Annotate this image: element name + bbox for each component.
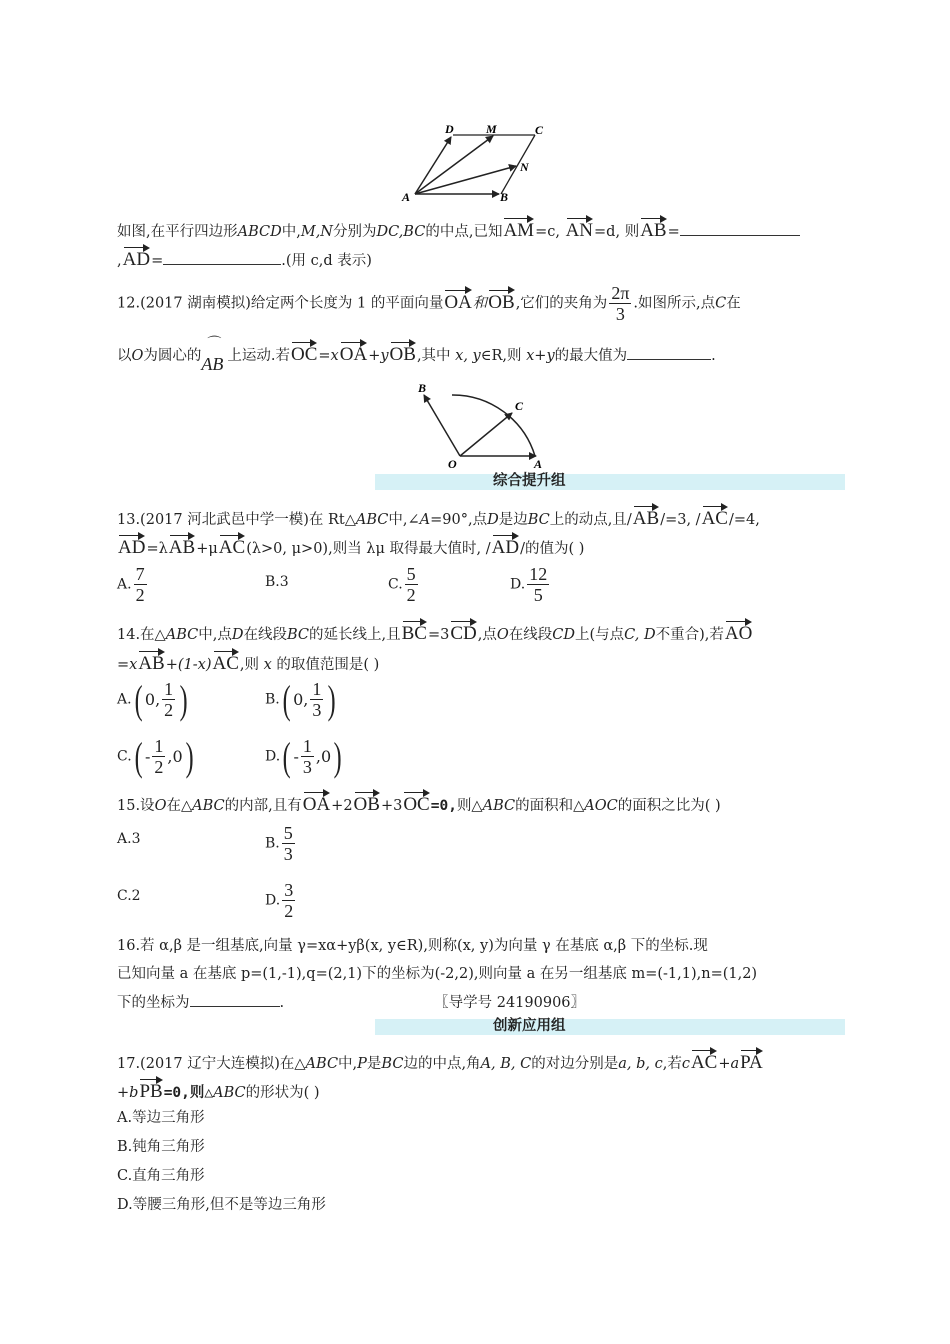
q14-line2: =xAB+(1-x)AC,则 x 的取值范围是( ) bbox=[117, 647, 379, 677]
q13-option-d[interactable]: D. $\frac{12}{5}$ bbox=[510, 564, 548, 605]
vector-ac-2: AC bbox=[219, 531, 245, 557]
q15-option-b[interactable]: B. $\frac{5}{3}$ bbox=[265, 823, 293, 864]
q16-line1: 16.若 α,β 是一组基底,向量 γ=xα+yβ(x, y∈R),则称(x, y)为向量 γ 在基底 α,β 下的坐标.现 bbox=[117, 938, 708, 954]
vector-oc: OC bbox=[403, 788, 429, 814]
sector-figure bbox=[410, 380, 550, 472]
q13-option-c[interactable]: C. $\frac{5}{2}$ bbox=[388, 564, 416, 605]
label-a: A bbox=[534, 457, 543, 471]
section-title-1: 综合提升组 bbox=[493, 473, 566, 489]
label-d: D bbox=[445, 122, 454, 136]
parallelogram-figure bbox=[395, 122, 555, 204]
vector-oa: OA bbox=[303, 788, 330, 814]
q15-option-c[interactable]: C.2 bbox=[117, 888, 141, 904]
vector-ob: OB bbox=[488, 286, 514, 312]
vector-pb: PB bbox=[139, 1075, 162, 1101]
q14-option-a[interactable]: A.( 0, $\frac{1}{2}$ ) bbox=[117, 677, 188, 722]
vector-ob-2: OB bbox=[390, 338, 416, 364]
vector-oa: OA bbox=[444, 286, 471, 312]
label-c: C bbox=[515, 399, 524, 413]
q17-option-a[interactable]: A.等边三角形 bbox=[117, 1110, 205, 1126]
section-bar-1 bbox=[375, 474, 845, 490]
q17-option-d[interactable]: D.等腰三角形,但不是等边三角形 bbox=[117, 1197, 326, 1213]
vector-ad-2: AD bbox=[492, 531, 519, 557]
q14-option-b[interactable]: B.( 0, $\frac{1}{3}$ ) bbox=[265, 677, 337, 722]
vector-cd: CD bbox=[450, 617, 476, 643]
q13-line1: 13.(2017 河北武邑中学一模)在 Rt△ABC中,∠A=90°,点D是边BC上的动点,且/AB/=3, /AC/=4, bbox=[117, 502, 760, 532]
vector-am: AM bbox=[503, 214, 534, 240]
label-b: B bbox=[500, 190, 509, 204]
label-n: N bbox=[520, 160, 529, 174]
q17-option-b[interactable]: B.钝角三角形 bbox=[117, 1139, 205, 1155]
section-bar-2 bbox=[375, 1019, 845, 1035]
q15-option-d[interactable]: D. $\frac{3}{2}$ bbox=[265, 880, 294, 921]
q13-line2: AD=λAB+μAC(λ>0, μ>0),则当 λμ 取得最大值时, /AD/的值为( ) bbox=[117, 531, 584, 561]
q14-option-c[interactable]: C.( - $\frac{1}{2}$ ,0) bbox=[117, 734, 194, 779]
vector-ac: AC bbox=[702, 502, 728, 528]
answer-blank-2[interactable] bbox=[163, 250, 281, 265]
q17-option-c[interactable]: C.直角三角形 bbox=[117, 1168, 205, 1184]
label-b: B bbox=[418, 381, 427, 395]
reference-number: 〖导学号 24190906〗 bbox=[434, 995, 586, 1011]
q11-line1: 如图,在平行四边形ABCD中,M,N分别为DC,BC的中点,已知AM=c, AN=d, 则AB= bbox=[117, 214, 800, 244]
q15-option-a[interactable]: A.3 bbox=[117, 831, 141, 847]
q12-line2: 以O为圆心的 ⌒ AB 上运动.若OC=xOA+yOB,其中 x, y∈R,则 x+y的最大值为 . bbox=[117, 336, 716, 374]
q13-option-a[interactable]: A. $\frac{7}{2}$ bbox=[117, 564, 145, 605]
label-a: A bbox=[402, 190, 411, 204]
vector-bc: BC bbox=[402, 617, 427, 643]
vector-pa: PA bbox=[740, 1046, 763, 1072]
answer-blank-1[interactable] bbox=[680, 221, 800, 236]
arc-ab: ⌒ AB bbox=[201, 336, 224, 374]
vector-ab: AB bbox=[138, 647, 164, 673]
vector-ao: AO bbox=[725, 617, 752, 643]
q17-line2: +bPB=0,则△ABC的形状为( ) bbox=[117, 1075, 320, 1105]
q16-line2: 已知向量 a 在基底 p=(1,-1),q=(2,1)下的坐标为(-2,2),则向量 a 在另一组基底 m=(-1,1),n=(1,2) bbox=[117, 966, 758, 982]
vector-ad: AD bbox=[123, 243, 150, 269]
q14-line1: 14.在△ABC中,点D在线段BC的延长线上,且BC=3CD,点O在线段CD上(与点C, D不重合),若AO bbox=[117, 617, 753, 647]
q13-option-b[interactable]: B.3 bbox=[265, 574, 289, 590]
vector-an: AN bbox=[566, 214, 593, 240]
q11-line2: ,AD= .(用 c,d 表示) bbox=[117, 243, 372, 273]
label-o: O bbox=[448, 457, 457, 471]
vector-ab-2: AB bbox=[169, 531, 195, 557]
label-m: M bbox=[486, 122, 497, 136]
q12-line1: 12.(2017 湖南模拟)给定两个长度为 1 的平面向量OA和OB,它们的夹角为 $\frac{2\pi}{3}$ .如图所示,点C在 bbox=[117, 283, 741, 324]
vector-ac: AC bbox=[691, 1046, 717, 1072]
vector-ob: OB bbox=[354, 788, 380, 814]
answer-blank-4[interactable] bbox=[190, 992, 280, 1007]
q17-line1: 17.(2017 辽宁大连模拟)在△ABC中,P是BC边的中点,角A, B, C的对边分别是a, b, c,若cAC+aPA bbox=[117, 1046, 764, 1076]
q16-line3: 下的坐标为 . 〖导学号 24190906〗 bbox=[117, 991, 585, 1015]
vector-oc: OC bbox=[291, 338, 317, 364]
vector-ad: AD bbox=[118, 531, 145, 557]
answer-blank-3[interactable] bbox=[627, 345, 711, 360]
section-title-2: 创新应用组 bbox=[493, 1018, 566, 1034]
q15-line: 15.设O在△ABC的内部,且有OA+2OB+3OC=0,则△ABC的面积和△AOC的面积之比为( ) bbox=[117, 788, 721, 818]
label-c: C bbox=[535, 123, 544, 137]
vector-ac: AC bbox=[213, 647, 239, 673]
q14-option-d[interactable]: D.( - $\frac{1}{3}$ ,0) bbox=[265, 734, 342, 779]
angle-fraction: $\frac{2\pi}{3}$ bbox=[611, 283, 630, 324]
vector-oa-2: OA bbox=[340, 338, 367, 364]
vector-ab: AB bbox=[640, 214, 666, 240]
vector-ab: AB bbox=[633, 502, 659, 528]
